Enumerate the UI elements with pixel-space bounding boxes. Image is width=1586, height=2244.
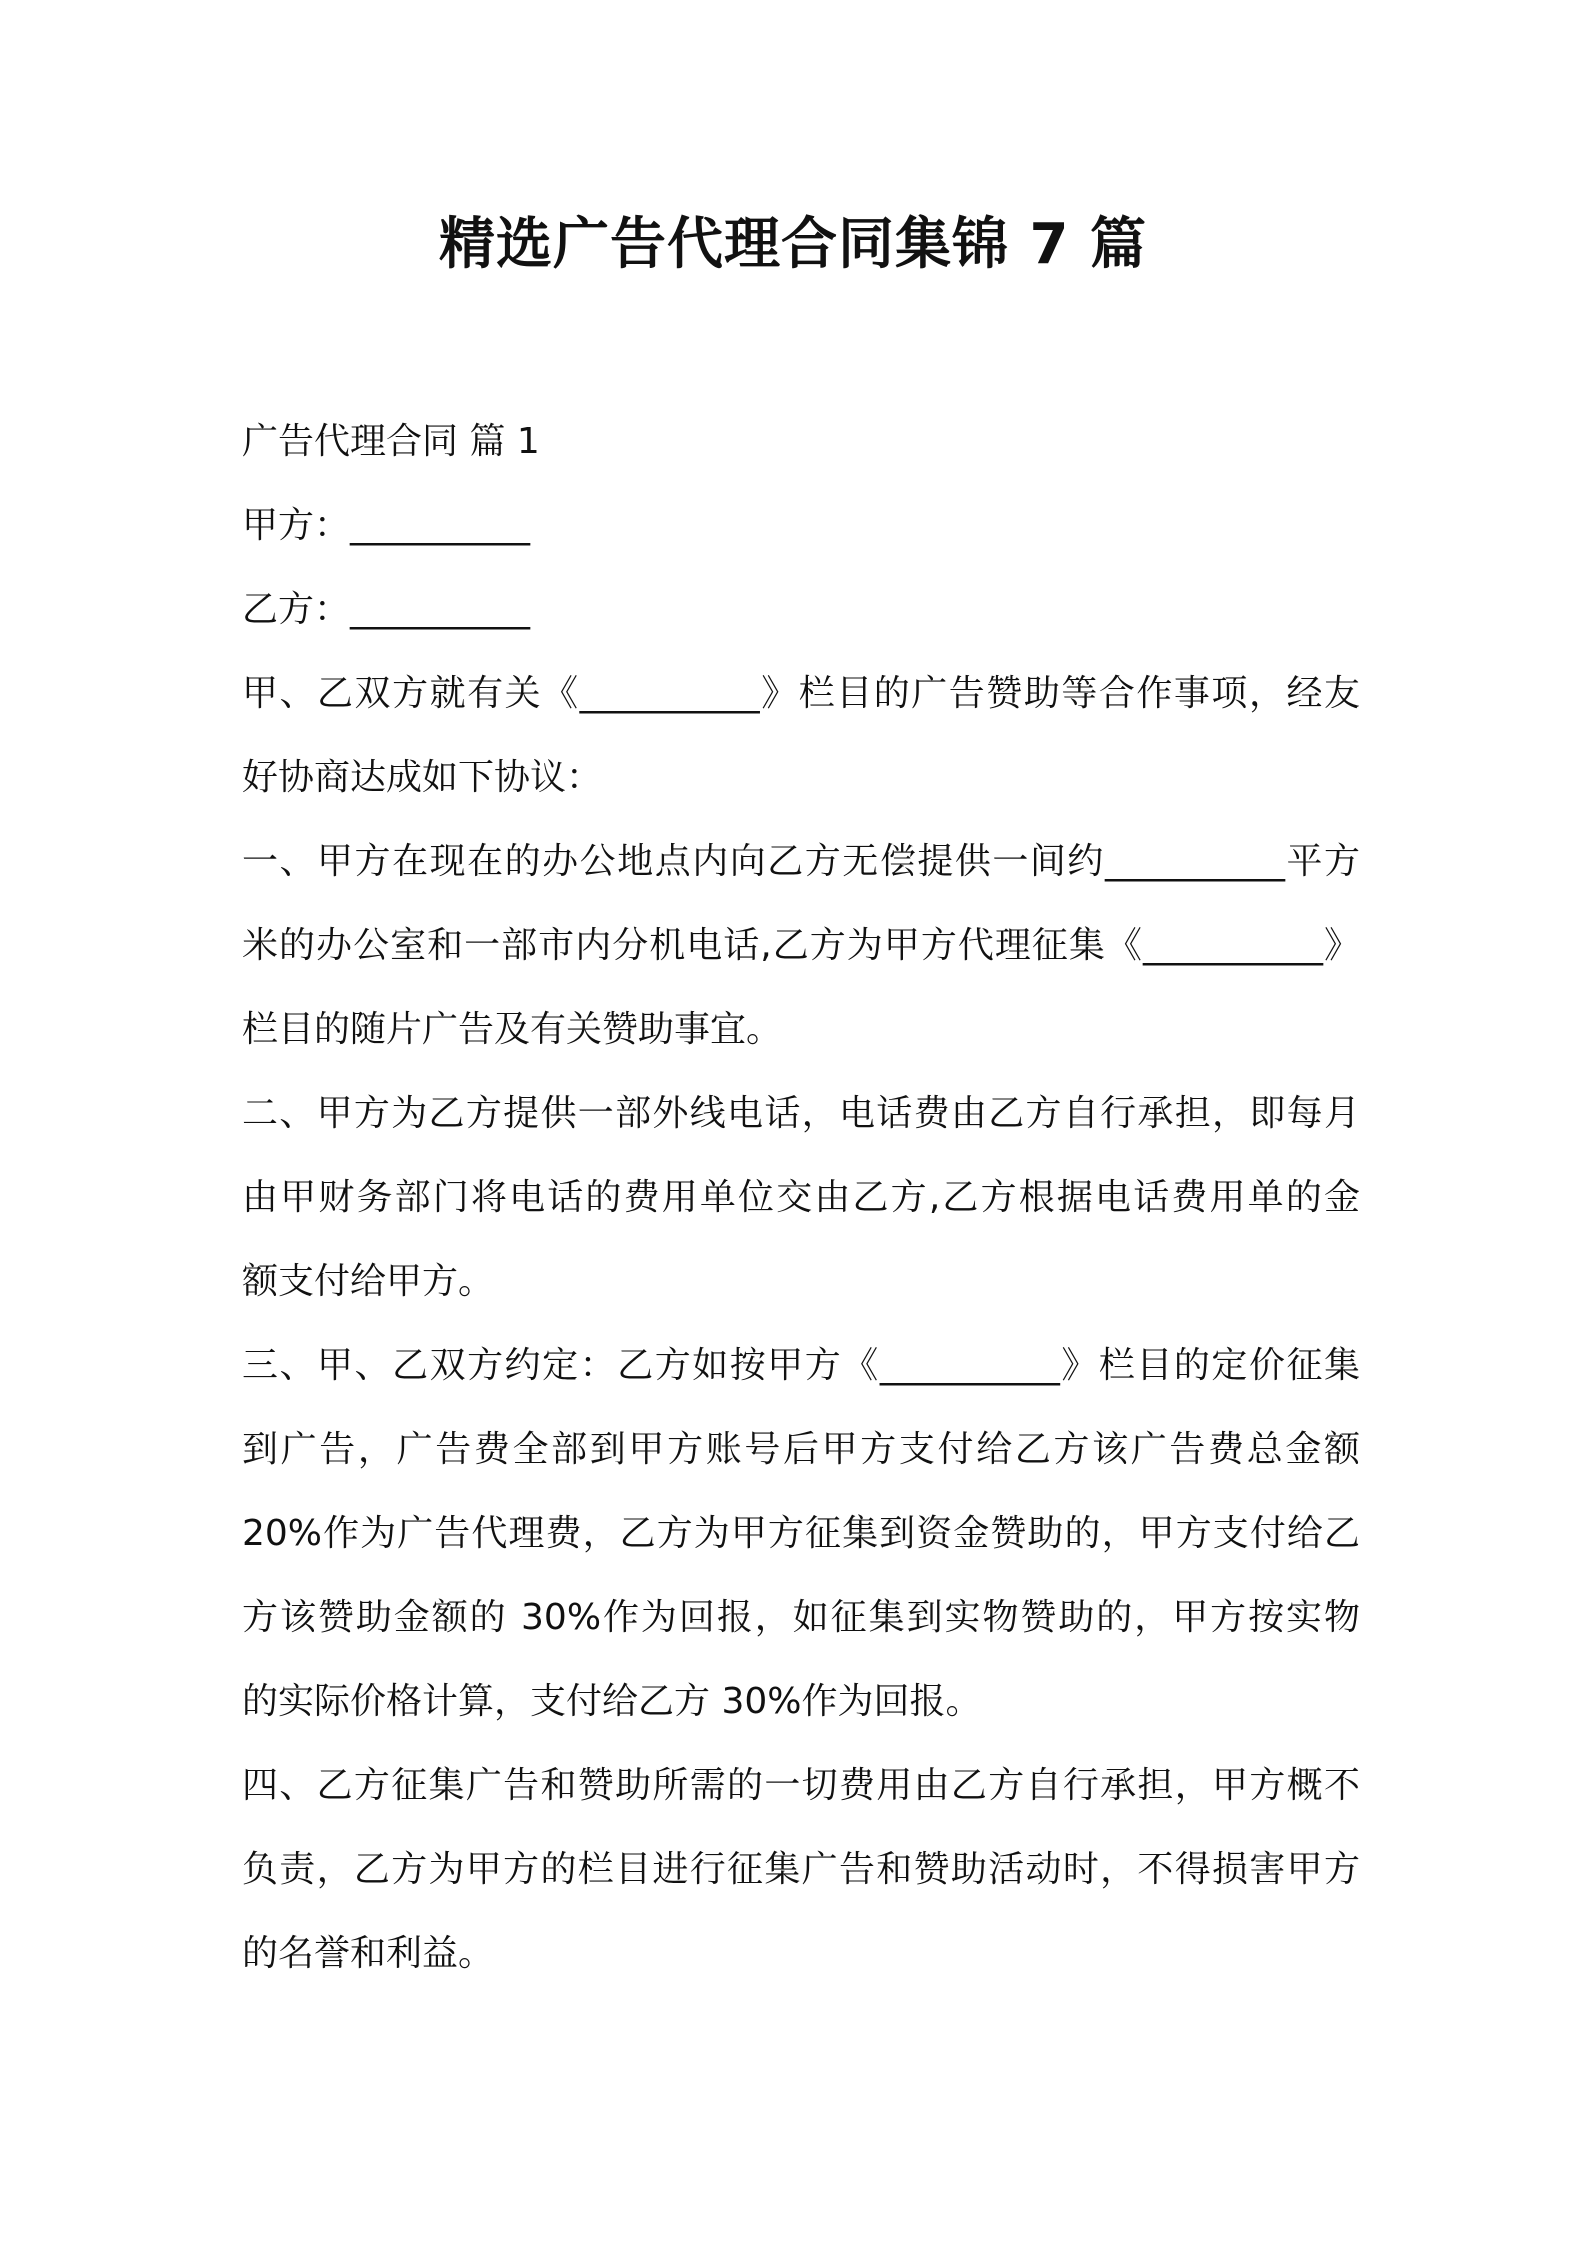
paragraph-line: 由甲财务部门将电话的费用单位交由乙方,乙方根据电话费用单的金 (242, 1177, 1360, 1218)
paragraph-line: 一、甲方在现在的办公地点内向乙方无偿提供一间约__________平方 (242, 841, 1360, 882)
clause-3 (242, 1324, 1360, 1744)
paragraph-line: 三、甲、乙双方约定：乙方如按甲方《__________》栏目的定价征集 (242, 1345, 1360, 1386)
document-body (242, 400, 1360, 1996)
paragraph-line: 到广告，广告费全部到甲方账号后甲方支付给乙方该广告费总金额 (242, 1429, 1360, 1470)
party-b-line: 乙方：__________ (242, 589, 531, 630)
party-a-line: 甲方：__________ (242, 505, 531, 546)
section-heading: 广告代理合同 篇 1 (242, 421, 540, 462)
paragraph-line: 好协商达成如下协议： (242, 757, 603, 798)
paragraph-line: 方该赞助金额的 30%作为回报，如征集到实物赞助的，甲方按实物 (242, 1597, 1360, 1638)
paragraph-line: 负责，乙方为甲方的栏目进行征集广告和赞助活动时，不得损害甲方 (242, 1849, 1360, 1890)
intro-paragraph (242, 652, 1360, 820)
paragraph-line: 栏目的随片广告及有关赞助事宜。 (242, 1009, 783, 1050)
paragraph-line: 二、甲方为乙方提供一部外线电话，电话费由乙方自行承担，即每月 (242, 1093, 1360, 1134)
clause-1 (242, 820, 1360, 1072)
paragraph-line: 的名誉和利益。 (242, 1933, 495, 1974)
document-title: 精选广告代理合同集锦 7 篇 (439, 212, 1147, 277)
paragraph-line: 的实际价格计算，支付给乙方 30%作为回报。 (242, 1681, 982, 1722)
clause-4 (242, 1744, 1360, 1996)
paragraph-line: 甲、乙双方就有关《__________》栏目的广告赞助等合作事项，经友 (242, 673, 1360, 714)
paragraph-list (242, 652, 1360, 1996)
paragraph-line: 四、乙方征集广告和赞助所需的一切费用由乙方自行承担，甲方概不 (242, 1765, 1360, 1806)
paragraph-line: 20%作为广告代理费，乙方为甲方征集到资金赞助的，甲方支付给乙 (242, 1513, 1360, 1554)
paragraph-line: 米的办公室和一部市内分机电话,乙方为甲方代理征集《__________》 (242, 925, 1360, 966)
paragraph-line: 额支付给甲方。 (242, 1261, 495, 1302)
clause-2 (242, 1072, 1360, 1324)
